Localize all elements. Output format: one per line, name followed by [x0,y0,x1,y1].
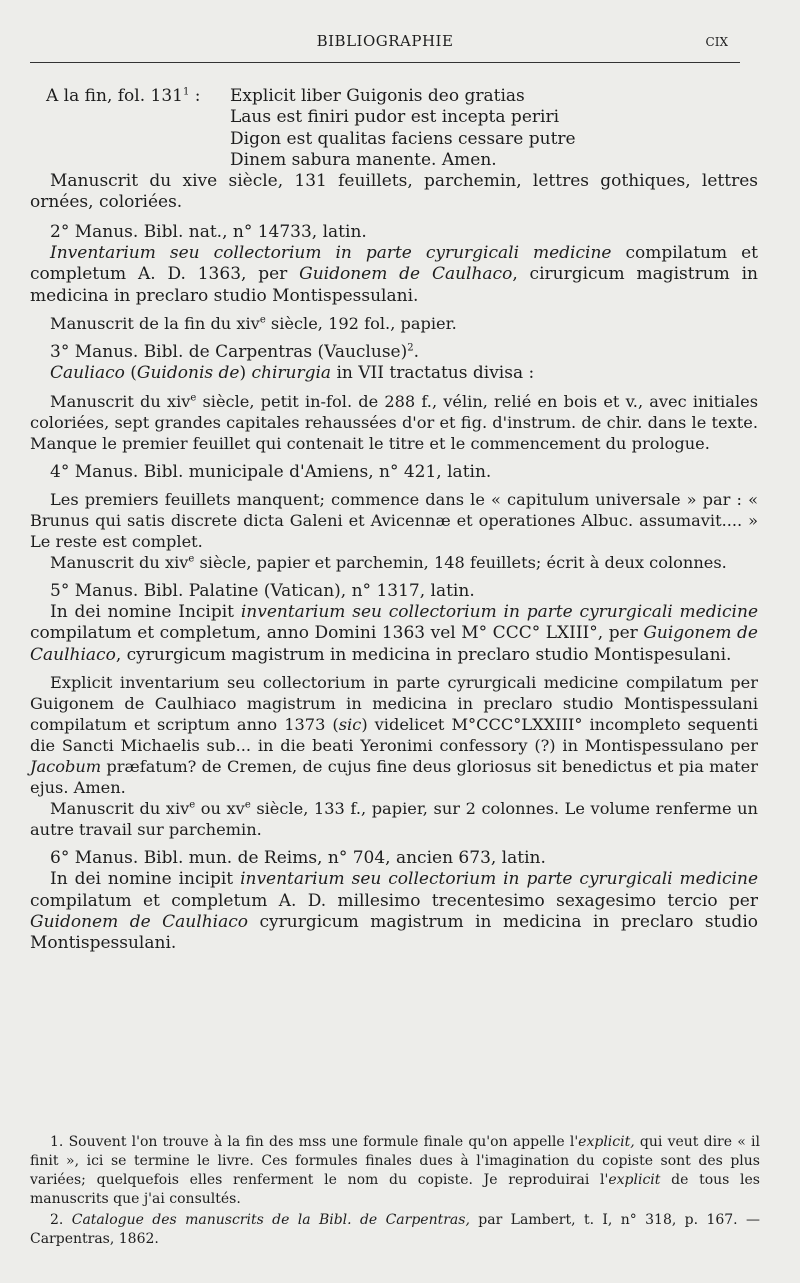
ms4-text: Les premiers feuillets manquent; commence dans le « capitulum universale » par : « Brunus qui satis discrete dicta Galeni et Avicennæ et operationes Albuc. assumavit.... » Le reste est complet. [30,489,758,551]
explicit-lead [30,86,230,171]
explicit-lead-tail: : [189,86,201,106]
ms4-heading: 4° Manus. Bibl. municipale d'Amiens, n° 421, latin. [50,461,492,482]
header-rule [30,62,740,63]
ms1-description: Manuscrit du xive siècle, 131 feuillets, parchemin, lettres gothiques, lettres ornées, coloriées. [30,171,758,213]
explicit-lead-text: A la fin, fol. 131 [46,86,183,106]
footnote-ref-1: 1 [182,86,190,98]
ms5-heading: 5° Manus. Bibl. Palatine (Vatican), n° 1317, latin. [50,580,475,601]
verse-line: Dinem sabura manente. Amen. [230,149,497,170]
main-text [30,86,758,955]
ms3-title: Cauliaco (Guidonis de) chirurgia in VII tractatus divisa : [50,363,535,384]
ms2-heading: 2° Manus. Bibl. nat., n° 14733, latin. [50,221,367,242]
ms3-heading: 3° Manus. Bibl. de Carpentras (Vaucluse)$^2$. [50,341,420,362]
ms4-description: Manuscrit du xiv$^e$ siècle, papier et parchemin, 148 feuillets; écrit à deux colonnes. [50,552,727,572]
footnote-1: 1. Souvent l'on trouve à la fin des mss une formule finale qu'on appelle l'explicit, qui veut dire « il finit », ici se termine le livre. Ces formules finales dues à l'imagination du copiste sont des plus variées; quelquefois elles renferment le nom du copiste. Je reproduirai l'explicit de tous les manuscrits que j'ai consultés. [30,1134,760,1207]
footnote-ref-2: 2 [407,342,414,354]
explicit-block [30,86,758,171]
verse-line: Explicit liber Guigonis deo gratias [230,86,525,106]
verse-line: Digon est qualitas faciens cessare putre [230,128,576,149]
verse-line: Laus est finiri pudor est incepta periri [230,107,560,128]
ms6-heading: 6° Manus. Bibl. mun. de Reims, n° 704, ancien 673, latin. [50,848,546,869]
ms5-explicit: Explicit inventarium seu collectorium in parte cyrurgicali medicine compilatum per Guigonem de Caulhiaco magistrum in medicina in preclaro studio Montispessulani compilatum et scriptum anno 1373 (sic) videlicet M°CCC°LXXIII° incompleto sequenti die Sancti Michaelis sub... in die beati Yeronimi confessory (?) in Montispessulano per Jacobum præfatum? de Cremen, de cujus fine deus gloriosus sit benedictus et pia mater ejus. Amen. [30,673,759,798]
footnote-2: 2. Catalogue des manuscrits de la Bibl. de Carpentras, par Lambert, t. I, n° 318, p. 167. — Carpentras, 1862. [30,1212,760,1247]
running-title: BIBLIOGRAPHIE [316,32,454,50]
ms6-incipit: In dei nomine incipit inventarium seu collectorium in parte cyrurgicali medicine compilatum et completum A. D. millesimo trecentesimo sexagesimo tercio per Guidonem de Caulhiaco cyrurgicum magistrum in medicina in preclaro studio Montispessulani. [30,869,759,954]
ms2-description: Manuscrit de la fin du xiv$^e$ siècle, 192 fol., papier. [50,313,457,333]
footnotes [30,1133,760,1249]
ms5-incipit: In dei nomine Incipit inventarium seu collectorium in parte cyrurgicali medicine compilatum et completum, anno Domini 1363 vel M° CCC° LXIII°, per Guigonem de Caulhiaco, cyrurgicum magistrum in medicina in preclaro studio Montispesulani. [30,602,759,665]
ms3-description: Manuscrit du xiv$^e$ siècle, petit in-fol. de 288 f., vélin, relié en bois et v., avec initiales coloriées, sept grandes capitales rehaussées d'or et fig. d'instrum. de chir. dans le texte. Manque le premier feuillet qui contenait le titre et le commencement du prologue. [30,391,759,453]
running-header [30,30,740,58]
ms5-description: Manuscrit du xiv$^e$ ou $xv^e$ siècle, 133 f., papier, sur 2 colonnes. Le volume renferme un autre travail sur parchemin. [30,799,758,840]
page-folio: CIX [705,35,728,49]
ms2-incipit: Inventarium seu collectorium in parte cyrurgicali medicine compilatum et completum A. D. 1363, per Guidonem de Caulhaco, cirurgicum magistrum in medicina in preclaro studio Montispessulani. [30,243,758,306]
explicit-verse [230,86,576,171]
